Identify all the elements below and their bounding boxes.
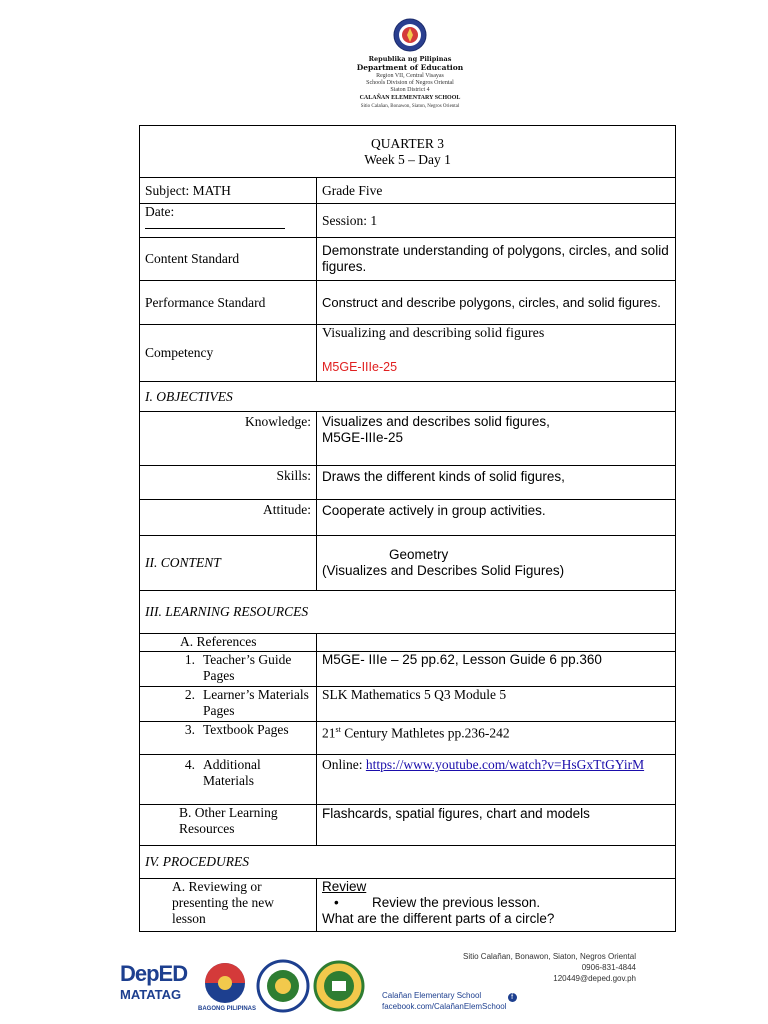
ref3-label: Textbook Pages	[203, 722, 289, 737]
division-text: Schools Division of Negros Oriental	[366, 80, 454, 86]
knowledge-code: M5GE-IIIe-25	[322, 430, 404, 445]
content-standard-label: Content Standard	[140, 238, 317, 281]
attitude-label: Attitude:	[140, 500, 317, 536]
date-label: Date:	[145, 204, 175, 219]
footer-facebook[interactable]: facebook.com/CalañanElemSchool	[382, 1002, 507, 1011]
republic-text: Republika ng Pilipinas	[368, 55, 452, 63]
deped-matatag-logo	[120, 957, 186, 1013]
ref3-value-post: Century Mathletes pp.236-242	[340, 725, 510, 741]
ref4-online-label: Online:	[322, 757, 366, 772]
content-subtopic: (Visualizes and Describes Solid Figures)	[322, 563, 565, 578]
competency-code: M5GE-IIIe-25	[322, 360, 398, 374]
ref4-num: 4.	[184, 757, 195, 772]
footer	[0, 945, 768, 1024]
ref3-cell-value	[317, 722, 676, 755]
competency-label: Competency	[140, 325, 317, 382]
objectives-heading: I. OBJECTIVES	[140, 382, 676, 412]
date-cell	[140, 204, 317, 238]
footer-links	[382, 991, 638, 1011]
matatag-logo-text: MATATAG	[120, 987, 182, 1002]
ref4-cell	[140, 755, 317, 805]
footer-school-name: Calañan Elementary School	[382, 991, 482, 1000]
ref2-num: 2.	[184, 687, 195, 702]
quarter-title: QUARTER 3	[370, 135, 445, 151]
procedures-heading: IV. PROCEDURES	[140, 846, 676, 879]
session-cell: Session: 1	[317, 204, 676, 238]
school-address: Sitio Calañan, Bonawon, Siaton, Negros Oriental	[360, 104, 460, 109]
week-title: Week 5 – Day 1	[364, 151, 451, 167]
review-cell	[317, 879, 676, 932]
ref3-value-pre: 21	[322, 725, 336, 741]
competency-value: Visualizing and describing solid figures	[322, 326, 545, 341]
date-blank	[145, 220, 285, 229]
district-text: Siaton District 4	[390, 87, 430, 93]
ref4-value	[317, 755, 676, 805]
content-heading: II. CONTENT	[140, 536, 317, 591]
ref3-num: 3.	[184, 722, 195, 737]
review-bullet	[322, 895, 670, 911]
bagong-pilipinas-logo-icon	[196, 960, 254, 1006]
review-bullet-text: Review the previous lesson.	[372, 895, 541, 910]
other-resources-cell	[140, 805, 317, 846]
knowledge-value: Visualizes and describes solid figures,	[322, 414, 550, 429]
ref3-cell	[140, 722, 317, 755]
school-name: CALAÑAN ELEMENTARY SCHOOL	[359, 95, 461, 101]
ref1-num: 1.	[184, 652, 195, 667]
reviewing-label: A. Reviewing or presenting the new lesson	[172, 879, 274, 926]
ref3-value-sup: st	[335, 725, 341, 734]
competency-cell	[317, 325, 676, 382]
school-contact	[380, 951, 636, 984]
learning-resources-heading: III. LEARNING RESOURCES	[140, 591, 676, 634]
ref4-label: Additional Materials	[203, 757, 261, 788]
grade-cell: Grade Five	[317, 178, 676, 204]
facebook-icon: f	[508, 993, 517, 1002]
knowledge-cell	[317, 412, 676, 466]
ref2-cell	[140, 687, 317, 722]
performance-standard-label: Performance Standard	[140, 281, 317, 325]
references-value	[317, 634, 676, 652]
skills-label: Skills:	[140, 466, 317, 500]
ref2-label: Learner’s Materials Pages	[203, 687, 309, 718]
other-resources-label: B. Other Learning Resources	[179, 805, 278, 836]
content-topic: Geometry	[389, 547, 449, 562]
letterhead	[0, 0, 768, 120]
performance-standard-value: Construct and describe polygons, circles, and solid figures.	[317, 281, 676, 325]
ref1-cell	[140, 652, 317, 687]
ref1-label: Teacher’s Guide Pages	[203, 652, 292, 683]
school-seal-icon	[313, 959, 365, 1013]
footer-address: Sitio Calañan, Bonawon, Siaton, Negros Oriental	[463, 952, 636, 961]
footer-email: 120449@deped.gov.ph	[553, 974, 636, 983]
region-text: Region VII, Central Visayas	[376, 73, 444, 79]
youtube-link[interactable]: https://www.youtube.com/watch?v=HsGxTtGYirM	[365, 757, 645, 772]
deped-seal-icon	[393, 18, 427, 52]
reviewing-cell	[140, 879, 317, 932]
other-resources-value: Flashcards, spatial figures, chart and models	[317, 805, 676, 846]
attitude-value: Cooperate actively in group activities.	[317, 500, 676, 536]
review-heading: Review	[322, 879, 367, 894]
title-cell	[140, 126, 676, 178]
skills-value: Draws the different kinds of solid figures,	[317, 466, 676, 500]
lesson-plan-table	[139, 125, 676, 932]
bagong-pilipinas-text: BAGONG PILIPINAS	[198, 1006, 257, 1012]
ref2-value: SLK Mathematics 5 Q3 Module 5	[317, 687, 676, 722]
content-standard-value: Demonstrate understanding of polygons, circles, and solid figures.	[317, 238, 676, 281]
ref1-value: M5GE- IIIe – 25 pp.62, Lesson Guide 6 pp.360	[317, 652, 676, 687]
content-cell	[317, 536, 676, 591]
knowledge-label: Knowledge:	[140, 412, 317, 466]
references-label: A. References	[140, 634, 317, 652]
footer-phone: 0906-831-4844	[581, 963, 636, 972]
review-question: What are the different parts of a circle?	[322, 911, 555, 926]
deped-division-seal-icon	[256, 959, 310, 1013]
subject-cell: Subject: MATH	[140, 178, 317, 204]
department-text: Department of Education	[356, 63, 464, 72]
deped-logo-text: DepED	[120, 961, 188, 986]
